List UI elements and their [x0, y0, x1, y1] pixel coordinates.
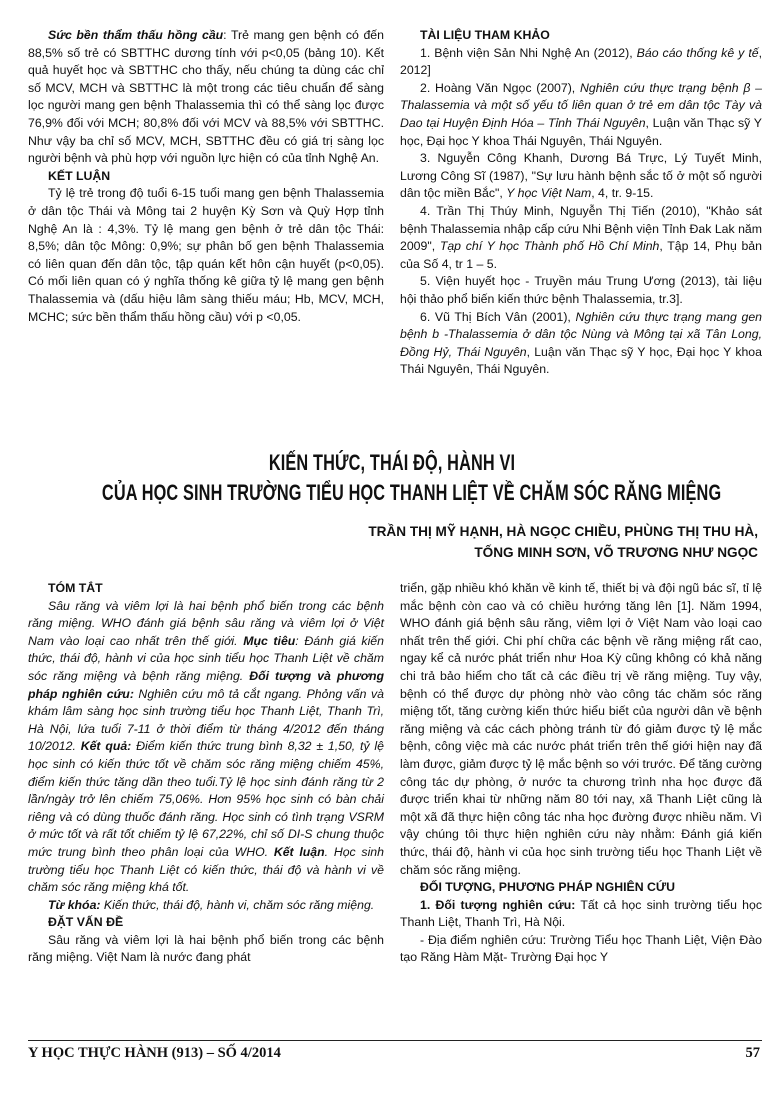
- paragraph: [400, 273, 762, 308]
- paragraph: [400, 897, 762, 932]
- text-run: , 2012]: [400, 45, 763, 78]
- text-run: Kết luận: [273, 844, 325, 859]
- paragraph: [400, 309, 762, 379]
- text-run: Nghiên cứu thực trạng bệnh β – Thalassemia và một số yếu tố liên quan ở trẻ em dân tộc Tày và Dao tại Huyện Định Hóa – Tỉnh Thái Nguyên: [400, 80, 763, 130]
- text-run: 1. Đối tượng nghiên cứu:: [420, 897, 576, 912]
- text-run: 1. Bệnh viện Sản Nhi Nghệ An (2012),: [420, 45, 637, 60]
- article-title: [0, 448, 784, 508]
- authors-line-2: TỐNG MINH SƠN, VÕ TRƯƠNG NHƯ NGỌC: [474, 545, 758, 560]
- text-run: 6. Vũ Thị Bích Vân (2001),: [420, 309, 576, 324]
- introduction-column: [400, 580, 762, 967]
- section-heading: [28, 580, 384, 598]
- text-run: , Tập 14, Phụ bản của Số 4, tr 1 – 5.: [400, 239, 762, 271]
- text-run: ĐẶT VẤN ĐỀ: [48, 915, 124, 930]
- text-run: Sức bền thẩm thấu hồng cầu: [48, 28, 224, 42]
- text-run: 5. Viện huyết học - Truyền máu Trung Ương (2013), tài liệu hội thảo phổ biến kiến thức bệnh Thalassemia, tr.3].: [400, 274, 762, 306]
- paragraph: [400, 80, 762, 150]
- paragraph: [28, 932, 384, 967]
- abstract-column: [28, 580, 384, 967]
- paragraph: [400, 203, 762, 273]
- text-run: Báo cáo thống kê y tế: [636, 45, 759, 60]
- text-run: Đối tượng và phương pháp nghiên cứu:: [28, 668, 384, 701]
- text-run: KẾT LUẬN: [48, 168, 111, 183]
- paragraph: [28, 185, 384, 326]
- previous-article-conclusion-column: [28, 27, 384, 326]
- text-run: Tạp chí Y học Thành phố Hồ Chí Minh: [439, 239, 660, 254]
- paragraph: [400, 150, 762, 203]
- text-run: , 4, tr. 9-15.: [591, 186, 654, 201]
- text-run: Nghiên cứu mô tả cắt ngang. Phỏng vấn và khám lâm sàng học sinh trường tiểu học Thanh Liệt, Thanh Trì, Hà Nội, lứa tuổi 7-11 ở thời điểm từ tháng 4/2012 đến tháng 10/2012.: [28, 686, 384, 754]
- text-run: Nghiên cứu thực trạng mang gen bệnh b -Thalassemia ở dân tộc Nùng và Mông tại xã Tân Long, Đồng Hỷ, Thái Nguyên: [400, 309, 762, 359]
- section-heading: [28, 914, 384, 932]
- text-run: Điểm kiến thức trung bình 8,32 ± 1,50, tỷ lệ học sinh có kiến thức tốt về chăm sóc răng miệng chiếm 45%, điểm kiến thức tăng dần theo tuổi.Tỷ lệ học sinh đánh răng từ 2 lần/ngày trở lên chiếm 75,06%. Hơn 95% học sinh có bàn chải riêng và có dùng thuốc đánh răng. Học sinh có tình trạng VSRM ở mức tốt và rất tốt chiếm tỷ lệ 67,22%, chỉ số DI-S chung thuộc mức trung bình theo phân loại của WHO.: [28, 739, 384, 859]
- text-run: Sâu răng và viêm lợi là hai bệnh phổ biến trong các bệnh răng miệng. WHO đánh giá bệnh sâu răng và viêm lợi ở Việt Nam vào loại cao nhất trên thế giới.: [28, 598, 384, 648]
- article-title-line-2: CỦA HỌC SINH TRƯỜNG TIỂU HỌC THANH LIỆT VỀ CHĂM SÓC RĂNG MIỆNG: [101, 480, 722, 505]
- page-number: 57: [745, 1045, 760, 1061]
- text-run: : Đánh giá kiến thức, thái độ, hành vi của học sinh tiểu học Thanh Liệt về chăm sóc răng miệng và bệnh răng miệng.: [28, 633, 384, 683]
- paragraph: [400, 580, 762, 879]
- text-run: : Trẻ mang gen bệnh có đến 88,5% số trẻ có SBTTHC dương tính với p<0,05 (bảng 10). Kết quả huyết học và SBTTHC cho thấy, nếu chúng ta dùng các chỉ số MCV, MCH và SBTTHC là một trong các tiêu chuẩn để sàng lọc người mang gen bệnh Thalassemia thì có thể sàng lọc được 76,9% đối với MCH; 80,8% đối với MCV và 88,5% với SBTTHC. Như vậy ba chỉ số MCV, MCH, SBTTHC đều có giá trị sàng lọc người bệnh và phù hợp với nguồn lực hiện có của tỉnh Nghệ An.: [28, 28, 384, 166]
- text-run: , Luận văn Thạc sỹ Y học, Đại học Y khoa Thái Nguyên, Thái Nguyên.: [400, 344, 762, 377]
- text-run: 3. Nguyễn Công Khanh, Dương Bá Trực, Lý Tuyết Minh, Lương Công Sĩ (1987), "Sự lưu hành bệnh sắc tố ở một số người dân tộc miền Bắc",: [400, 151, 762, 201]
- text-run: Tất cả học sinh trường tiểu học Thanh Liệt, Thanh Trì, Hà Nội.: [400, 897, 762, 930]
- paragraph: [28, 897, 384, 915]
- text-run: Y học Việt Nam: [506, 186, 592, 201]
- text-run: Mục tiêu: [243, 633, 296, 648]
- article-authors: [368, 521, 758, 563]
- text-run: Kết quả:: [80, 739, 132, 754]
- footer-journal-name: Y HỌC THỰC HÀNH (913) – SỐ 4/2014: [28, 1045, 281, 1061]
- paragraph: [400, 45, 762, 80]
- text-run: triển, gặp nhiều khó khăn về kinh tế, thiết bị và đội ngũ bác sĩ, tỉ lệ mắc bệnh còn cao và có chiều hướng tăng lên [1]. Năm 1994, WHO đánh giá bệnh sâu răng, viêm lợi ở Việt Nam vào loại cao nhất trên thế giới. Chi phí chữa các bệnh về răng miệng rất cao, ngay kể cả nước phát triển như Hoa Kỳ cũng không có khả năng chi trả bảo hiểm cho tất cả các điều trị về răng miệng. Tuy vậy, bệnh có thể được dự phòng nhờ vào công tác chăm sóc răng miệng tốt, tăng cường kiến thức hiểu biết của người dân về bệnh răng miệng và các cách phòng tránh từ đó giảm được tỷ lệ mắc bệnh, công việc mà các nước phát triển trên thế giới hiện nay đã làm được, giảm được tỷ lệ mắc bệnh so với trước. Để tăng cường công tác dự phòng, ở nước ta chương trình nha học được đã được triển khai từ những năm 80 tới nay, xã Thanh Liệt cũng là một xã đã thực hiện công tác nha học đường được nhiều năm. Vì vậy chúng tôi thực hiện nghiên cứu này nhằm: Đánh giá kiến thức, thái độ, hành vi của học sinh trường tiểu học Thanh Liệt về chăm sóc răng miệng.: [400, 581, 762, 877]
- section-heading: [400, 879, 762, 897]
- text-run: , Luận văn Thạc sỹ Y học, Đại học Y khoa Thái Nguyên, Thái Nguyên.: [400, 115, 762, 148]
- text-run: ĐỐI TƯỢNG, PHƯƠNG PHÁP NGHIÊN CỨU: [420, 880, 675, 895]
- text-run: Sâu răng và viêm lợi là hai bệnh phổ biến trong các bệnh răng miệng. Việt Nam là nước đang phát: [28, 932, 384, 965]
- references-column: [400, 27, 762, 379]
- paragraph: [400, 932, 762, 967]
- text-run: 2. Hoàng Văn Ngọc (2007),: [420, 80, 581, 95]
- text-run: TÓM TẮT: [48, 581, 103, 595]
- text-run: 4. Trần Thị Thúy Minh, Nguyễn Thị Tiến (2010), "Khảo sát bệnh Thalassemia nhập cấp cứu Nhi Bệnh viện Tỉnh Đak Lak năm 2009",: [400, 203, 762, 254]
- footer-divider: [28, 1040, 762, 1041]
- text-run: . Học sinh trường tiểu học Thanh Liệt có kiến thức, thái độ và hành vi về chăm sóc răng miệng khá tốt.: [28, 844, 384, 895]
- article-title-line-1: KIẾN THỨC, THÁI ĐỘ, HÀNH VI: [268, 450, 516, 475]
- text-run: TÀI LIỆU THAM KHẢO: [420, 28, 550, 42]
- authors-line-1: TRẦN THỊ MỸ HẠNH, HÀ NGỌC CHIỀU, PHÙNG THỊ THU HÀ,: [368, 524, 758, 539]
- section-heading: [28, 168, 384, 186]
- text-run: Tỷ lệ trẻ trong độ tuổi 6-15 tuổi mang gen bệnh Thalassemia ở dân tộc Thái và Mông tai 2 huyện Kỳ Sơn và Quỳ Hợp tỉnh Nghệ An là : 4,3%. Tỷ lệ mang gen bệnh ở trẻ dân tộc Thái: 8,5%; dân tộc Mông: 0,9%; sự phân bố gen bệnh Thalassemia có liên quan đến dân tộc, tập quán kết hôn cận huyết (p<0,05). Có mối liên quan có ý nghĩa thống kê giữa tỷ lệ mang gen bệnh Thalassemia và (dấu hiệu lâm sàng thiếu máu; Hb, MCV, MCH, MCHC; sức bền thẩm thấu hồng cầu) với p <0,05.: [28, 186, 384, 324]
- section-heading: [400, 27, 762, 45]
- text-run: Kiến thức, thái độ, hành vi, chăm sóc răng miệng.: [100, 897, 375, 912]
- paragraph: [28, 27, 384, 168]
- text-run: Từ khóa:: [48, 897, 101, 912]
- text-run: - Địa điểm nghiên cứu: Trường Tiểu học Thanh Liệt, Viện Đào tạo Răng Hàm Mặt- Trường Đại học Y: [400, 932, 762, 965]
- paragraph: [28, 598, 384, 897]
